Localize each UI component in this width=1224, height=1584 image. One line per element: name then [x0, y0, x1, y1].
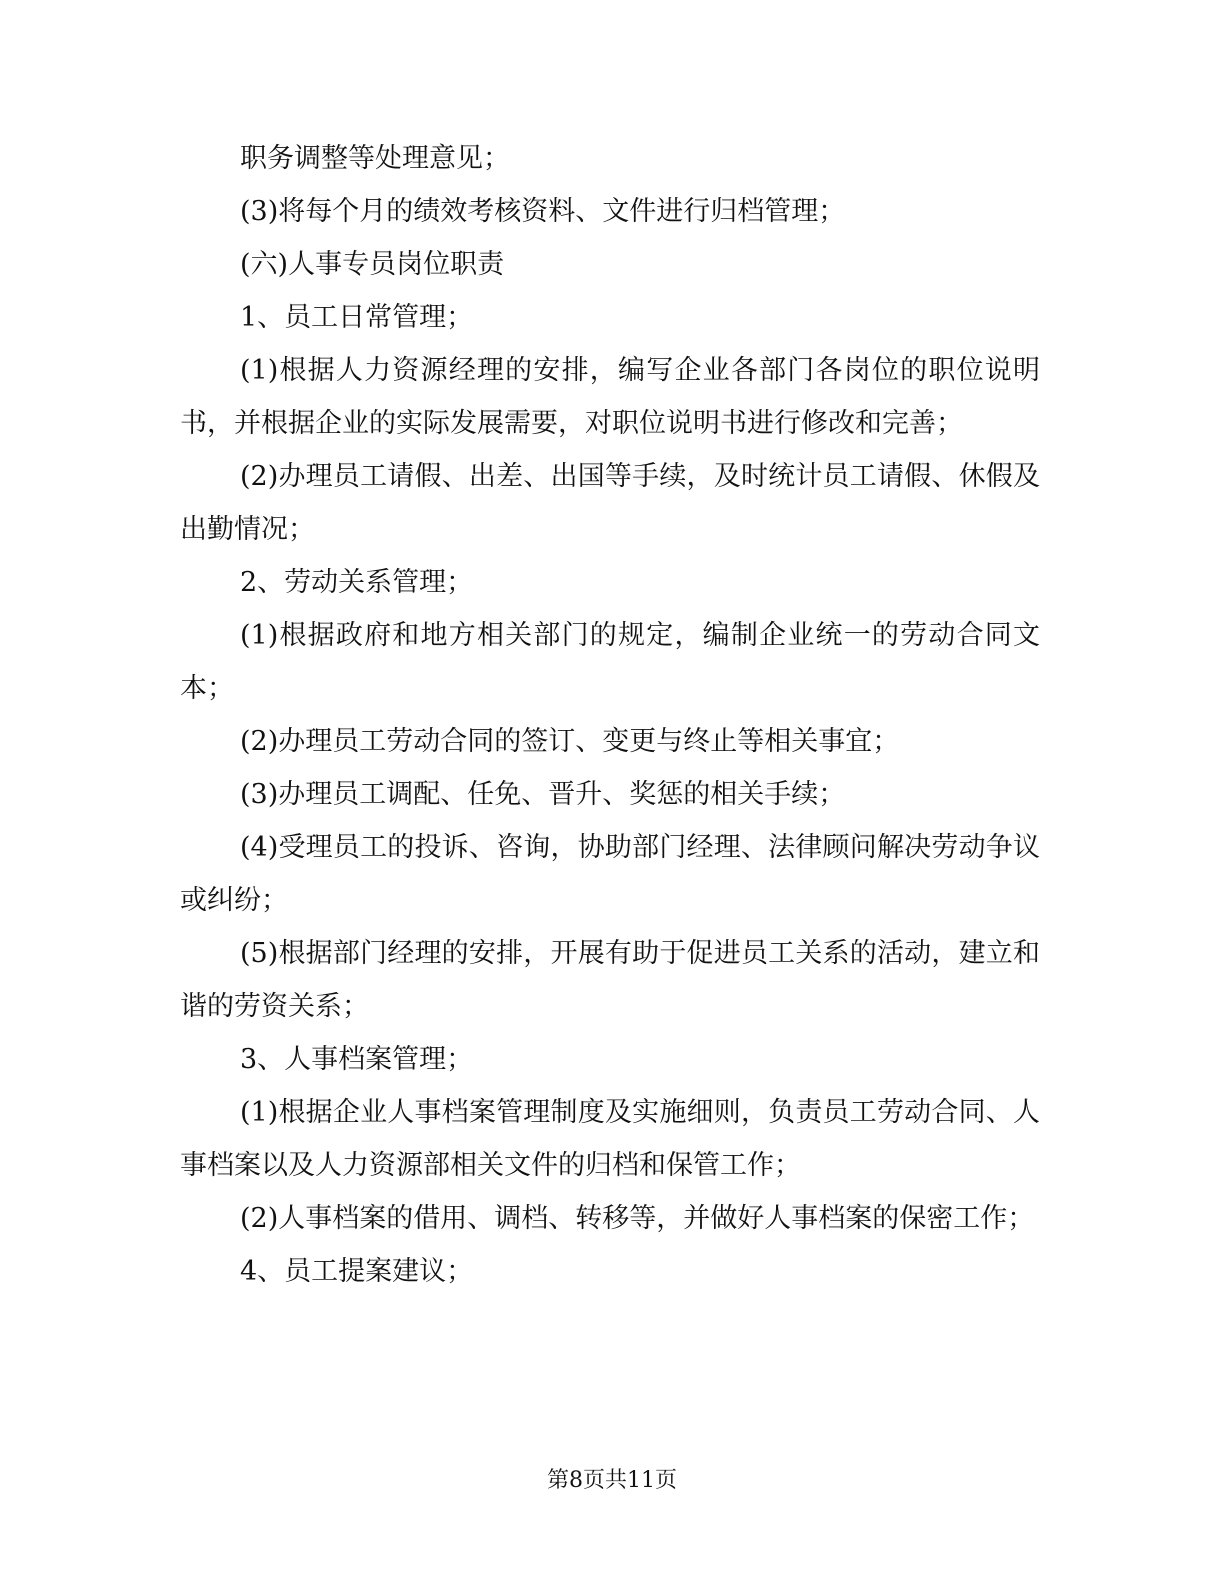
paragraph: (4)受理员工的投诉、咨询，协助部门经理、法律顾问解决劳动争议或纠纷；: [180, 832, 1040, 916]
paragraph: (2)人事档案的借用、调档、转移等，并做好人事档案的保密工作；: [240, 1203, 1035, 1234]
paragraph: (3)将每个月的绩效考核资料、文件进行归档管理；: [240, 196, 846, 227]
subsection-heading: 2、劳动关系管理；: [240, 567, 474, 598]
document-body: [180, 132, 1040, 1298]
paragraph: (1)根据企业人事档案管理制度及实施细则，负责员工劳动合同、人事档案以及人力资源部相关文件的归档和保管工作；: [180, 1097, 1040, 1181]
paragraph: (1)根据人力资源经理的安排，编写企业各部门各岗位的职位说明书，并根据企业的实际发展需要，对职位说明书进行修改和完善；: [180, 355, 1040, 439]
paragraph: 职务调整等处理意见；: [240, 143, 510, 174]
paragraph: (2)办理员工请假、出差、出国等手续，及时统计员工请假、休假及出勤情况；: [180, 461, 1040, 545]
page-number-footer: 第8页共11页: [547, 1468, 677, 1493]
paragraph: (2)办理员工劳动合同的签订、变更与终止等相关事宜；: [240, 726, 900, 757]
subsection-heading: 3、人事档案管理；: [240, 1044, 474, 1075]
section-heading: (六)人事专员岗位职责: [240, 249, 505, 280]
paragraph: (1)根据政府和地方相关部门的规定，编制企业统一的劳动合同文本；: [180, 620, 1040, 704]
subsection-heading: 4、员工提案建议；: [240, 1256, 474, 1287]
paragraph: (5)根据部门经理的安排，开展有助于促进员工关系的活动，建立和谐的劳资关系；: [180, 938, 1040, 1022]
paragraph: (3)办理员工调配、任免、晋升、奖惩的相关手续；: [240, 779, 846, 810]
subsection-heading: 1、员工日常管理；: [240, 302, 474, 333]
